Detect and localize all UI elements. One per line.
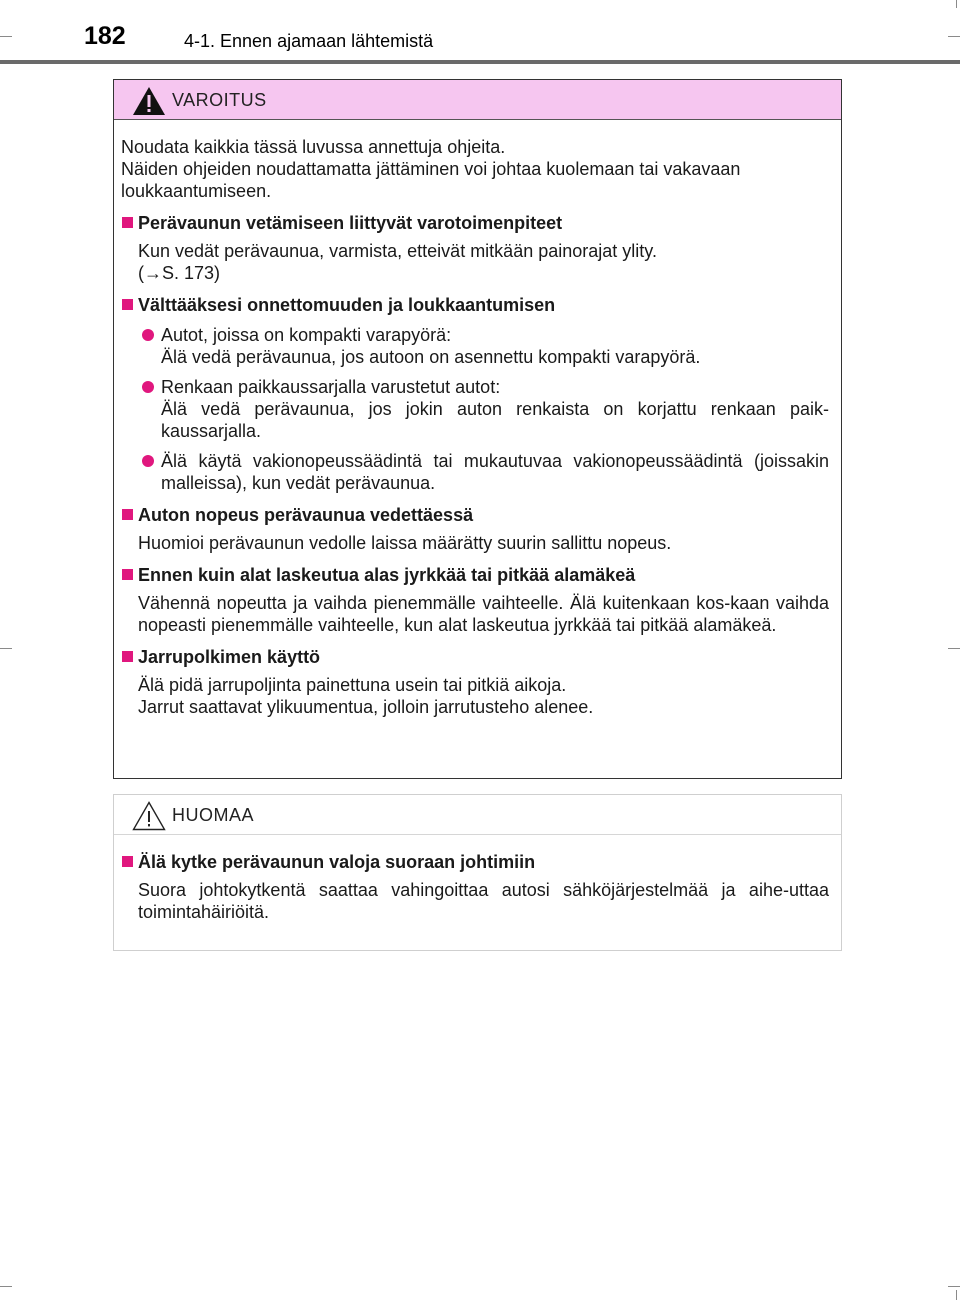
item-text xyxy=(121,240,829,284)
square-bullet-icon xyxy=(122,217,133,228)
item-heading-text: Välttääksesi onnettomuuden ja loukkaantumisen xyxy=(138,295,556,315)
item-heading xyxy=(121,564,829,586)
item-text xyxy=(121,674,829,718)
item-line: Kun vedät perävaunua, varmista, etteivät mitkään painorajat ylity. xyxy=(138,241,657,261)
square-bullet-icon xyxy=(122,569,133,580)
bullet-item xyxy=(121,450,829,494)
warning-triangle-icon xyxy=(132,86,166,116)
intro-line: Näiden ohjeiden noudattamatta jättäminen voi johtaa kuolemaan tai vakavaan loukkaantumiseen. xyxy=(121,159,741,201)
bullet-item xyxy=(121,376,829,442)
square-bullet-icon xyxy=(122,299,133,310)
crop-mark xyxy=(0,1286,12,1287)
item-heading-text: Ennen kuin alat laskeutua alas jyrkkää tai pitkää alamäkeä xyxy=(138,565,636,585)
bullet-line: Älä vedä perävaunua, jos autoon on asennettu kompakti varapyörä. xyxy=(161,347,701,367)
crop-mark xyxy=(0,648,12,649)
item-heading xyxy=(121,294,829,316)
bullet-line: Renkaan paikkaussarjalla varustetut autot: xyxy=(161,377,501,397)
warning-item xyxy=(121,564,829,636)
notice-title: HUOMAA xyxy=(172,805,255,825)
item-line: Vähennä nopeutta ja vaihda pienemmälle vaihteelle. Älä kuitenkaan kos-kaan vaihda nopeasti pienemmälle vaihteelle, kun alat laskeutua jyrkkää tai pitkää alamäkeä. xyxy=(138,593,829,635)
warning-body xyxy=(114,120,841,718)
item-text xyxy=(121,592,829,636)
crop-mark xyxy=(948,1286,960,1287)
square-bullet-icon xyxy=(122,856,133,867)
bullet-item xyxy=(121,324,829,368)
notice-box xyxy=(113,794,842,951)
item-line: Jarrut saattavat ylikuumentua, jolloin jarrutusteho alenee. xyxy=(138,697,594,717)
page-header xyxy=(0,0,960,66)
bullet-line: Älä käytä vakionopeussäädintä tai mukautuvaa vakionopeussäädintä (joissakin malleissa), kun vedät perävaunua. xyxy=(161,451,829,493)
crop-mark xyxy=(948,648,960,649)
section-title: 4-1. Ennen ajamaan lähtemistä xyxy=(184,31,434,51)
warning-intro xyxy=(121,136,829,202)
item-heading xyxy=(121,504,829,526)
item-line: Suora johtokytkentä saattaa vahingoittaa autosi sähköjärjestelmää ja aihe-uttaa toimintahäiriöitä. xyxy=(138,880,829,922)
item-line: (→S. 173) xyxy=(138,263,221,283)
warning-item xyxy=(121,504,829,554)
intro-line: Noudata kaikkia tässä luvussa annettuja ohjeita. xyxy=(121,137,506,157)
item-text xyxy=(121,879,829,923)
square-bullet-icon xyxy=(122,651,133,662)
notice-body xyxy=(114,835,841,923)
bullet-line: Älä vedä perävaunua, jos jokin auton renkaista on korjattu renkaan paik-kaussarjalla. xyxy=(161,399,829,441)
bullet-line: Autot, joissa on kompakti varapyörä: xyxy=(161,325,452,345)
warning-header xyxy=(114,80,841,120)
warning-item xyxy=(121,294,829,494)
notice-item xyxy=(121,851,829,923)
item-heading-text: Auton nopeus perävaunua vedettäessä xyxy=(138,505,474,525)
item-line: Älä pidä jarrupoljinta painettuna usein tai pitkiä aikoja. xyxy=(138,675,567,695)
item-heading-text: Jarrupolkimen käyttö xyxy=(138,647,321,667)
page-number: 182 xyxy=(84,22,126,50)
square-bullet-icon xyxy=(122,509,133,520)
item-heading xyxy=(121,646,829,668)
round-bullet-icon xyxy=(142,329,154,341)
warning-item xyxy=(121,212,829,284)
warning-box xyxy=(113,79,842,779)
item-heading xyxy=(121,851,829,873)
notice-header xyxy=(114,795,841,835)
warning-title: VAROITUS xyxy=(172,90,267,110)
header-rule xyxy=(0,60,960,64)
round-bullet-icon xyxy=(142,455,154,467)
warning-item xyxy=(121,646,829,718)
item-line: Huomioi perävaunun vedolle laissa määrätty suurin sallittu nopeus. xyxy=(138,533,672,553)
round-bullet-icon xyxy=(142,381,154,393)
item-text xyxy=(121,532,829,554)
item-heading xyxy=(121,212,829,234)
item-heading-text: Älä kytke perävaunun valoja suoraan johtimiin xyxy=(138,852,536,872)
caution-triangle-icon xyxy=(132,801,166,831)
crop-mark xyxy=(956,1290,957,1300)
item-heading-text: Perävaunun vetämiseen liittyvät varotoimenpiteet xyxy=(138,213,563,233)
